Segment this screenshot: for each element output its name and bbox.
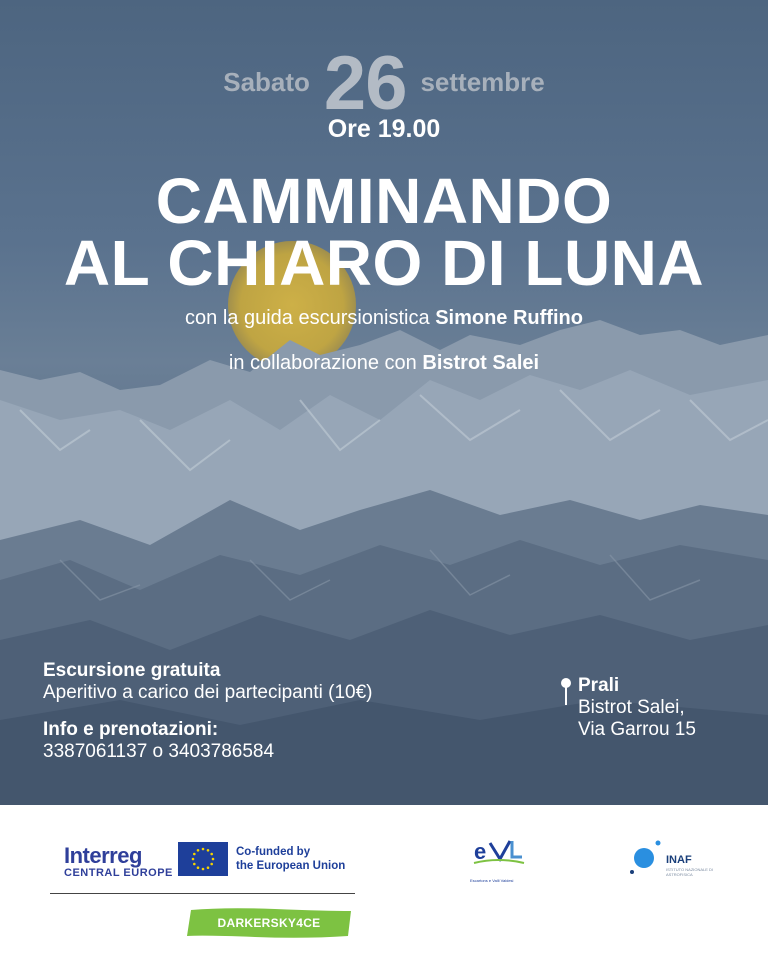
collab-line	[0, 352, 768, 375]
eu-cofunded-text	[236, 845, 345, 873]
location-address: Via Garrou 15	[578, 719, 696, 740]
booking-heading: Info e prenotazioni:	[43, 719, 219, 740]
free-heading: Escursione gratuita	[43, 660, 221, 681]
eu-flag-icon	[178, 842, 228, 876]
location-town: Prali	[578, 675, 620, 696]
map-pin-icon	[560, 677, 572, 707]
inaf-mark-icon	[628, 838, 664, 878]
footer-divider	[50, 893, 355, 894]
guide-name: Simone Ruffino	[435, 307, 583, 329]
free-text: Aperitivo a carico dei partecipanti (10€)	[43, 682, 373, 703]
interreg-sub: CENTRAL EUROPE	[64, 867, 173, 879]
evl-caption: Escartons e Valli Valdesi	[470, 878, 514, 883]
collab-prefix: in collaborazione con	[228, 352, 417, 374]
interreg-logo	[64, 843, 173, 879]
free-info	[43, 660, 373, 704]
month-label: settembre	[420, 67, 545, 97]
title-line-2: AL CHIARO DI LUNA	[63, 227, 705, 299]
event-title	[0, 165, 768, 299]
eu-line-2: the European Union	[236, 860, 346, 872]
project-tag-label: DARKERSKY4CE	[217, 916, 321, 930]
event-time: Ore 19.00	[327, 115, 441, 143]
svg-text:e: e	[474, 839, 487, 864]
project-tag	[185, 906, 353, 940]
inaf-name: INAF	[666, 854, 692, 866]
inaf-sub: ISTITUTO NAZIONALE DI ASTROFISICA	[666, 867, 714, 877]
inaf-logo	[628, 838, 714, 883]
event-date	[0, 40, 768, 127]
collab-name: Bistrot Salei	[422, 352, 540, 374]
booking-phones: 3387061137 o 3403786584	[43, 741, 275, 762]
day-number: 26	[323, 41, 407, 126]
location-venue: Bistrot Salei,	[578, 697, 685, 718]
evl-logo	[470, 835, 540, 883]
sponsor-footer	[0, 805, 768, 960]
location-block	[560, 675, 696, 741]
eu-line-1: Co-funded by	[236, 846, 311, 858]
booking-info	[43, 719, 274, 763]
guide-prefix: con la guida escursionistica	[185, 307, 430, 329]
title-line-1: CAMMINANDO	[155, 165, 613, 237]
guide-line	[0, 307, 768, 330]
day-label: Sabato	[223, 67, 310, 97]
interreg-name: Interreg	[64, 843, 142, 868]
